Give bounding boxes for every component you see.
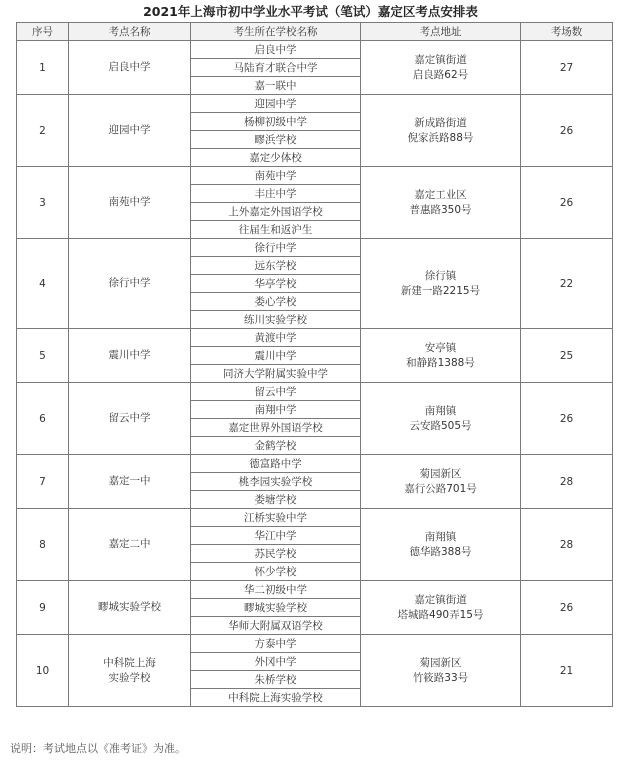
address-line: 菊园新区: [419, 656, 462, 669]
cell-school-name: 疁浜学校: [191, 131, 361, 149]
address-line: 竹筱路33号: [412, 671, 469, 684]
cell-room-count: 21: [521, 635, 613, 707]
address-line: 新成路街道: [414, 116, 467, 129]
cell-school-name: 往届生和返沪生: [191, 221, 361, 239]
header-serial: 序号: [17, 23, 69, 41]
address-line: 安亭镇: [424, 341, 457, 354]
cell-school-name: 同济大学附属实验中学: [191, 365, 361, 383]
cell-serial: 1: [17, 41, 69, 95]
cell-room-count: 26: [521, 167, 613, 239]
cell-school-name: 华江中学: [191, 527, 361, 545]
cell-school-name: 练川实验学校: [191, 311, 361, 329]
cell-site-name: [69, 635, 191, 707]
cell-school-name: 华亭学校: [191, 275, 361, 293]
cell-school-name: 娄塘学校: [191, 491, 361, 509]
address-line: 和静路1388号: [406, 356, 475, 369]
cell-school-name: 苏民学校: [191, 545, 361, 563]
cell-site-name: [69, 95, 191, 167]
site-name-line: 迎园中学: [108, 124, 151, 136]
footnote: 说明：考试地点以《准考证》为准。: [10, 742, 186, 755]
address-line: 嘉定工业区: [414, 188, 467, 201]
address-line: 新建一路2215号: [400, 284, 481, 297]
cell-school-name: 嘉定世界外国语学校: [191, 419, 361, 437]
table-row: [17, 635, 613, 653]
cell-serial: 6: [17, 383, 69, 455]
cell-serial: 7: [17, 455, 69, 509]
cell-serial: 9: [17, 581, 69, 635]
cell-site-name: [69, 167, 191, 239]
cell-site-address: [361, 167, 521, 239]
table-row: [17, 239, 613, 257]
exam-site-table: [16, 22, 613, 707]
header-site-name: 考点名称: [69, 23, 191, 41]
cell-school-name: 华师大附属双语学校: [191, 617, 361, 635]
cell-school-name: 震川中学: [191, 347, 361, 365]
address-line: 普惠路350号: [409, 203, 472, 216]
cell-school-name: 南苑中学: [191, 167, 361, 185]
site-name-line: 启良中学: [108, 61, 151, 73]
cell-school-name: 丰庄中学: [191, 185, 361, 203]
table-row: [17, 509, 613, 527]
cell-serial: 10: [17, 635, 69, 707]
cell-room-count: 26: [521, 95, 613, 167]
site-name-line: 实验学校: [108, 671, 151, 684]
table-row: [17, 41, 613, 59]
cell-school-name: 金鹤学校: [191, 437, 361, 455]
cell-serial: 3: [17, 167, 69, 239]
cell-room-count: 22: [521, 239, 613, 329]
cell-site-address: [361, 41, 521, 95]
cell-school-name: 疁城实验学校: [191, 599, 361, 617]
cell-school-name: 上外嘉定外国语学校: [191, 203, 361, 221]
cell-site-address: [361, 509, 521, 581]
cell-serial: 8: [17, 509, 69, 581]
cell-site-name: [69, 239, 191, 329]
cell-site-address: [361, 95, 521, 167]
address-line: 德华路388号: [409, 545, 472, 558]
cell-room-count: 28: [521, 509, 613, 581]
address-line: 倪家浜路88号: [407, 131, 474, 144]
table-row: [17, 581, 613, 599]
cell-site-address: [361, 383, 521, 455]
table-row: [17, 95, 613, 113]
cell-school-name: 华二初级中学: [191, 581, 361, 599]
cell-school-name: 外冈中学: [191, 653, 361, 671]
cell-site-name: [69, 41, 191, 95]
cell-site-name: [69, 329, 191, 383]
address-line: 嘉定镇街道: [414, 593, 467, 606]
cell-school-name: 迎园中学: [191, 95, 361, 113]
cell-serial: 5: [17, 329, 69, 383]
cell-school-name: 嘉定少体校: [191, 149, 361, 167]
cell-site-address: [361, 635, 521, 707]
cell-site-address: [361, 329, 521, 383]
site-name-line: 嘉定一中: [108, 475, 151, 487]
cell-school-name: 南翔中学: [191, 401, 361, 419]
cell-school-name: 远东学校: [191, 257, 361, 275]
cell-school-name: 杨柳初级中学: [191, 113, 361, 131]
site-name-line: 疁城实验学校: [98, 601, 161, 613]
cell-school-name: 马陆育才联合中学: [191, 59, 361, 77]
address-line: 嘉定镇街道: [414, 53, 467, 66]
cell-school-name: 中科院上海实验学校: [191, 689, 361, 707]
address-line: 启良路62号: [412, 68, 469, 81]
cell-school-name: 黄渡中学: [191, 329, 361, 347]
site-name-line: 南苑中学: [108, 196, 151, 208]
cell-site-address: [361, 455, 521, 509]
cell-site-name: [69, 455, 191, 509]
address-line: 嘉行公路701号: [404, 482, 477, 495]
address-line: 南翔镇: [424, 404, 457, 417]
address-line: 云安路505号: [409, 419, 472, 432]
cell-school-name: 德富路中学: [191, 455, 361, 473]
table-body: [17, 41, 613, 707]
cell-serial: 2: [17, 95, 69, 167]
cell-school-name: 嘉一联中: [191, 77, 361, 95]
cell-site-name: [69, 383, 191, 455]
table-row: [17, 455, 613, 473]
cell-school-name: 江桥实验中学: [191, 509, 361, 527]
table-row: [17, 329, 613, 347]
table-row: [17, 383, 613, 401]
cell-serial: 4: [17, 239, 69, 329]
cell-school-name: 留云中学: [191, 383, 361, 401]
site-name-line: 留云中学: [108, 412, 151, 424]
cell-school-name: 方泰中学: [191, 635, 361, 653]
table-row: [17, 167, 613, 185]
cell-site-address: [361, 239, 521, 329]
site-name-line: 震川中学: [108, 349, 151, 361]
cell-site-name: [69, 509, 191, 581]
cell-school-name: 桃李园实验学校: [191, 473, 361, 491]
address-line: 菊园新区: [419, 467, 462, 480]
header-school-name: 考生所在学校名称: [191, 23, 361, 41]
cell-school-name: 启良中学: [191, 41, 361, 59]
cell-site-address: [361, 581, 521, 635]
cell-room-count: 27: [521, 41, 613, 95]
cell-site-name: [69, 581, 191, 635]
cell-room-count: 26: [521, 383, 613, 455]
exam-site-table-container: [16, 22, 613, 707]
cell-room-count: 28: [521, 455, 613, 509]
header-room-count: 考场数: [521, 23, 613, 41]
cell-school-name: 娄心学校: [191, 293, 361, 311]
cell-school-name: 怀少学校: [191, 563, 361, 581]
address-line: 徐行镇: [424, 269, 457, 282]
cell-school-name: 徐行中学: [191, 239, 361, 257]
address-line: 南翔镇: [424, 530, 457, 543]
site-name-line: 徐行中学: [108, 277, 151, 289]
cell-room-count: 25: [521, 329, 613, 383]
cell-room-count: 26: [521, 581, 613, 635]
page-title: 2021年上海市初中学业水平考试（笔试）嘉定区考点安排表: [143, 4, 478, 19]
table-header-row: [17, 23, 613, 41]
header-site-address: 考点地址: [361, 23, 521, 41]
address-line: 塔城路490弄15号: [397, 608, 484, 621]
site-name-line: 嘉定二中: [108, 538, 151, 550]
site-name-line: 中科院上海: [103, 656, 156, 669]
cell-school-name: 朱桥学校: [191, 671, 361, 689]
